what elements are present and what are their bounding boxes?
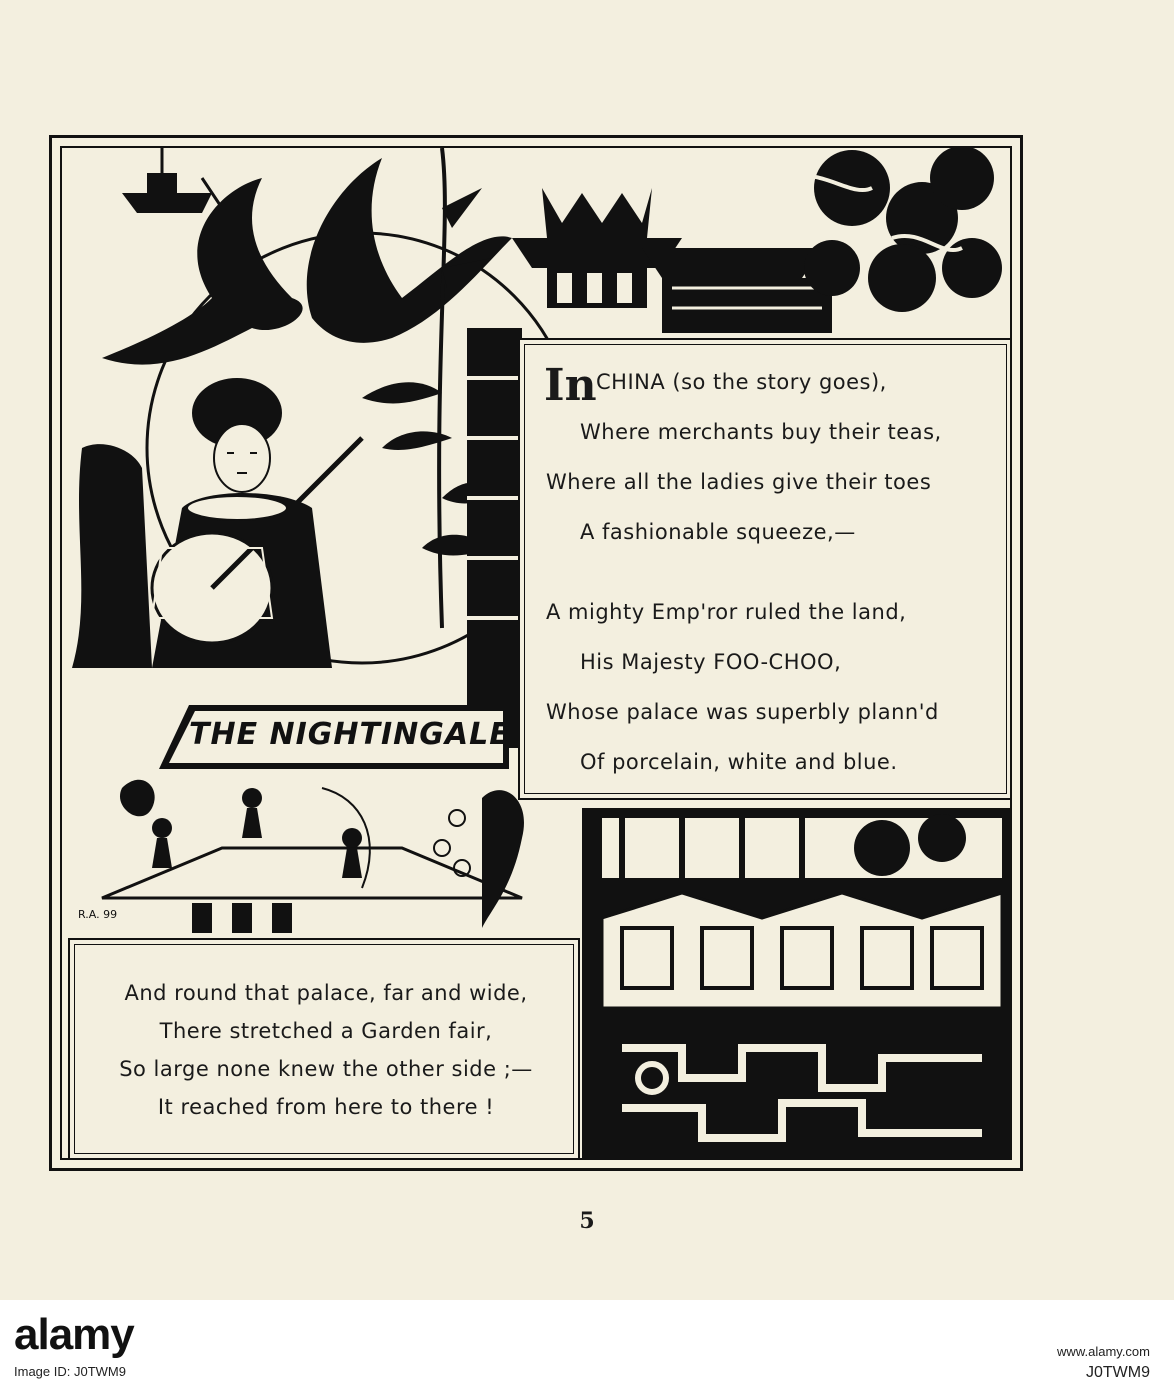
verse-line: CHINA (so the story goes), [596,370,887,394]
verse-line: So large none knew the other side ;— [119,1057,533,1081]
tree-icon [72,444,152,668]
verse-box-bottom [68,938,580,1160]
title-banner-text: THE NIGHTINGALE [189,717,511,752]
verse-line: His Majesty FOO-CHOO, [580,650,842,674]
site-url: www.alamy.com [1057,1344,1150,1359]
pine-foliage-icon [792,148,1002,312]
verse-line: And round that palace, far and wide, [124,981,528,1005]
boat-icon [122,148,222,213]
verse-bottom-content [70,974,582,1126]
garden-scene-icon [102,780,524,933]
verse-line: Of porcelain, white and blue. [580,750,898,774]
verse-line: A mighty Emp'ror ruled the land, [546,600,907,624]
image-id-label: Image ID: J0TWM9 [14,1364,126,1379]
verse-dropcap: In [544,360,597,411]
lattice-screen-icon [582,808,1012,1160]
verse-top-content [544,360,1004,790]
verse-line: A fashionable squeeze,— [580,520,856,544]
verse-line: It reached from here to there ! [157,1095,495,1119]
artist-signature: R.A. 99 [78,908,118,921]
verse-line: Where merchants buy their teas, [580,420,942,444]
verse-box-top [518,338,1012,800]
verse-line: There stretched a Garden fair, [159,1019,493,1043]
illustration-inner [60,146,1012,1160]
pagoda-icon [512,188,832,333]
verse-line: Whose palace was superbly plann'd [546,700,939,724]
stock-footer [0,1300,1174,1390]
title-banner [159,683,517,775]
illustration-frame [49,135,1023,1171]
verse-line: Where all the ladies give their toes [546,470,932,494]
alamy-logo: alamy [14,1310,134,1359]
page-number: 5 [579,1208,595,1234]
lady-musician-icon [152,378,362,668]
image-code: J0TWM9 [1086,1364,1150,1381]
